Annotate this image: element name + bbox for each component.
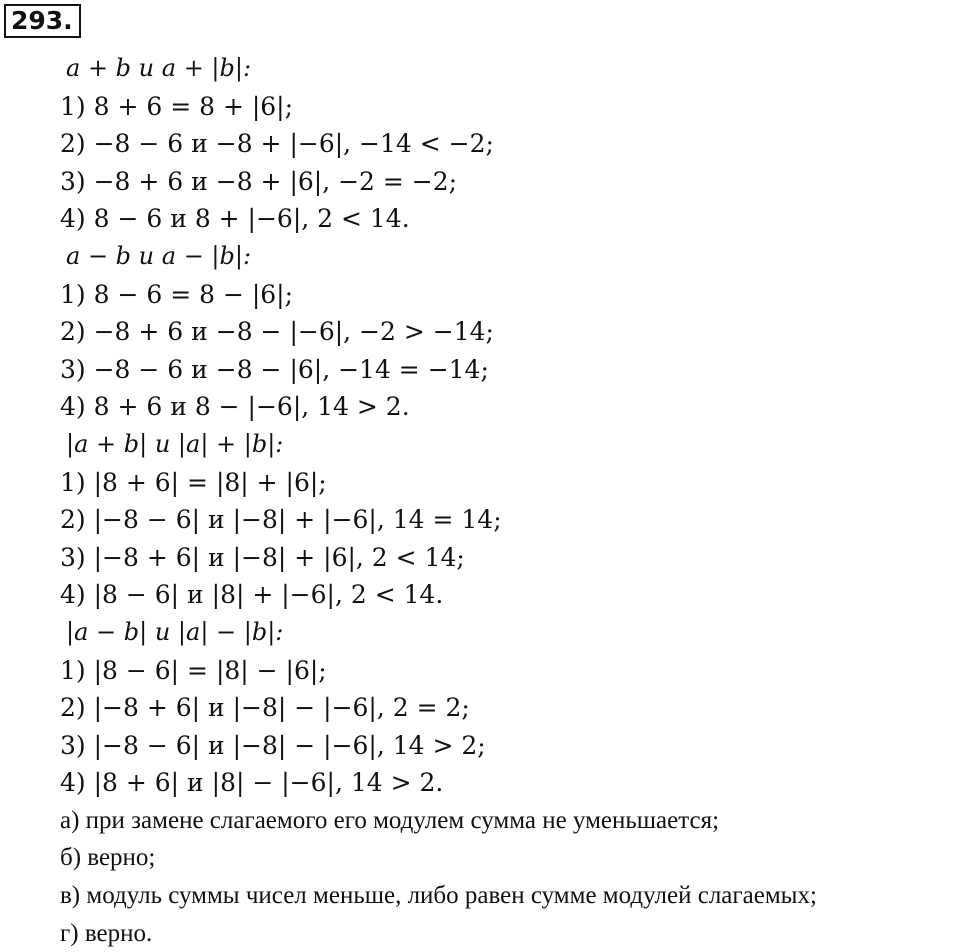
case-header: |a − b| и |a| − |b|: [66,617,284,646]
example-line: 2) |−8 − 6| и |−8| + |−6|, 14 = 14; [60,505,502,535]
example-line: 2) −8 + 6 и −8 − |−6|, −2 > −14; [60,317,494,347]
example-line: 2) |−8 + 6| и |−8| − |−6|, 2 = 2; [60,693,470,723]
example-line: 3) −8 − 6 и −8 − |6|, −14 = −14; [60,354,489,384]
case-header: a − b и a − |b|: [66,241,252,270]
example-line: 4) 8 − 6 и 8 + |−6|, 2 < 14. [60,204,410,234]
example-line: 1) |8 + 6| = |8| + |6|; [60,467,327,497]
example-line: 1) |8 − 6| = |8| − |6|; [60,655,327,685]
example-line: 3) |−8 + 6| и |−8| + |6|, 2 < 14; [60,542,465,572]
conclusion-line: в) модуль суммы чисел меньше, либо равен сумме модулей слагаемых; [60,882,817,910]
example-line: 3) |−8 − 6| и |−8| − |−6|, 14 > 2; [60,730,486,760]
conclusion-line: г) верно. [60,919,153,947]
example-line: 4) |8 − 6| и |8| + |−6|, 2 < 14. [60,580,444,610]
case-header: |a + b| и |a| + |b|: [66,429,284,458]
example-line: 3) −8 + 6 и −8 + |6|, −2 = −2; [60,166,458,196]
example-line: 4) 8 + 6 и 8 − |−6|, 14 > 2. [60,392,410,422]
conclusion-line: б) верно; [60,844,156,872]
example-line: 4) |8 + 6| и |8| − |−6|, 14 > 2. [60,768,444,798]
solution-text [60,50,955,952]
case-header: a + b и a + |b|: [66,54,252,82]
example-line: 1) 8 + 6 = 8 + |6|; [60,91,294,121]
conclusion-line: а) при замене слагаемого его модулем сумма не уменьшается; [60,806,720,834]
example-line: 2) −8 − 6 и −8 + |−6|, −14 < −2; [60,129,494,159]
example-line: 1) 8 − 6 = 8 − |6|; [60,279,294,309]
problem-number: 293. [4,4,81,38]
